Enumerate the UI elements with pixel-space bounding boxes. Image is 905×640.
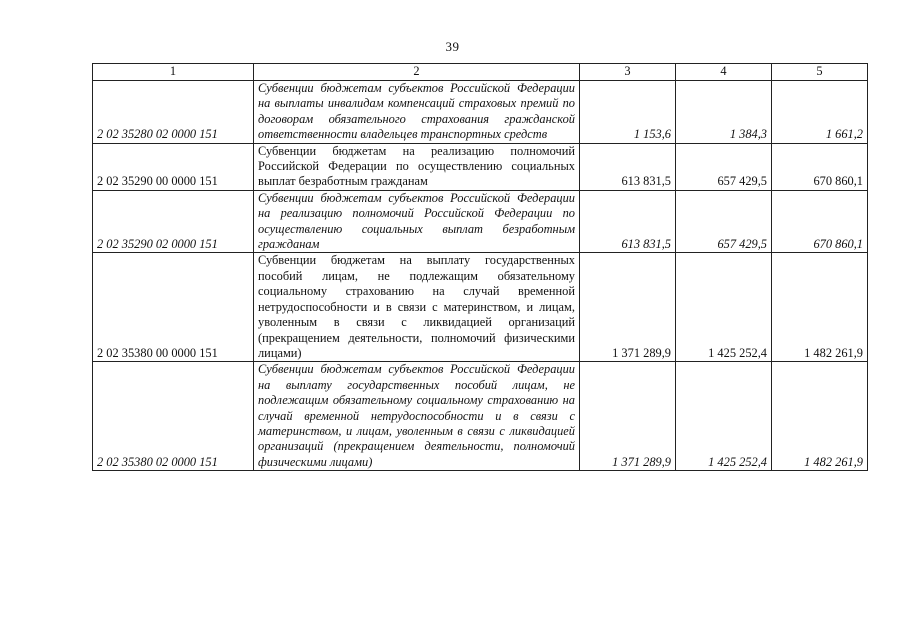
budget-table <box>92 63 868 471</box>
table-header-row <box>93 64 868 81</box>
row-description: Субвенции бюджетам на реализацию полномочий Российской Федерации по осуществлению социальных выплат безработным гражданам <box>254 143 580 190</box>
budget-code: 2 02 35380 02 0000 151 <box>93 362 254 471</box>
table-row <box>93 362 868 471</box>
value-year-3: 670 860,1 <box>772 143 868 190</box>
value-year-3: 1 661,2 <box>772 81 868 144</box>
column-header-4: 4 <box>676 64 772 81</box>
value-year-3: 670 860,1 <box>772 190 868 253</box>
column-header-2: 2 <box>254 64 580 81</box>
value-year-1: 613 831,5 <box>580 190 676 253</box>
budget-code: 2 02 35380 00 0000 151 <box>93 253 254 362</box>
value-year-2: 1 425 252,4 <box>676 253 772 362</box>
row-description: Субвенции бюджетам субъектов Российской Федерации на реализацию полномочий Российской Федерации по осуществлению социальных выплат безработным гражданам <box>254 190 580 253</box>
table-row <box>93 190 868 253</box>
column-header-1: 1 <box>93 64 254 81</box>
value-year-3: 1 482 261,9 <box>772 253 868 362</box>
table-row <box>93 81 868 144</box>
value-year-1: 1 153,6 <box>580 81 676 144</box>
page-number: 39 <box>445 39 460 54</box>
value-year-2: 1 425 252,4 <box>676 362 772 471</box>
table-row <box>93 253 868 362</box>
row-description: Субвенции бюджетам субъектов Российской Федерации на выплату государственных пособий лицам, не подлежащим обязательному социальному страхованию на случай временной нетрудоспособности и в связи с материнством, и лицам, уволенным в связи с ликвидацией организаций (прекращением деятельности, полномочий физическими лицами) <box>254 362 580 471</box>
table-row <box>93 143 868 190</box>
row-description: Субвенции бюджетам субъектов Российской Федерации на выплаты инвалидам компенсаций страховых премий по договорам обязательного страхования гражданской ответственности владельцев транспортных средств <box>254 81 580 144</box>
value-year-2: 1 384,3 <box>676 81 772 144</box>
value-year-1: 613 831,5 <box>580 143 676 190</box>
value-year-2: 657 429,5 <box>676 143 772 190</box>
column-header-5: 5 <box>772 64 868 81</box>
value-year-1: 1 371 289,9 <box>580 253 676 362</box>
row-description: Субвенции бюджетам на выплату государственных пособий лицам, не подлежащим обязательному социальному страхованию на случай временной нетрудоспособности и в связи с материнством, и лицам, уволенным в связи с ликвидацией организаций (прекращением деятельности, полномочий физическими лицами) <box>254 253 580 362</box>
column-header-3: 3 <box>580 64 676 81</box>
value-year-3: 1 482 261,9 <box>772 362 868 471</box>
value-year-2: 657 429,5 <box>676 190 772 253</box>
budget-code: 2 02 35280 02 0000 151 <box>93 81 254 144</box>
budget-code: 2 02 35290 00 0000 151 <box>93 143 254 190</box>
budget-code: 2 02 35290 02 0000 151 <box>93 190 254 253</box>
value-year-1: 1 371 289,9 <box>580 362 676 471</box>
